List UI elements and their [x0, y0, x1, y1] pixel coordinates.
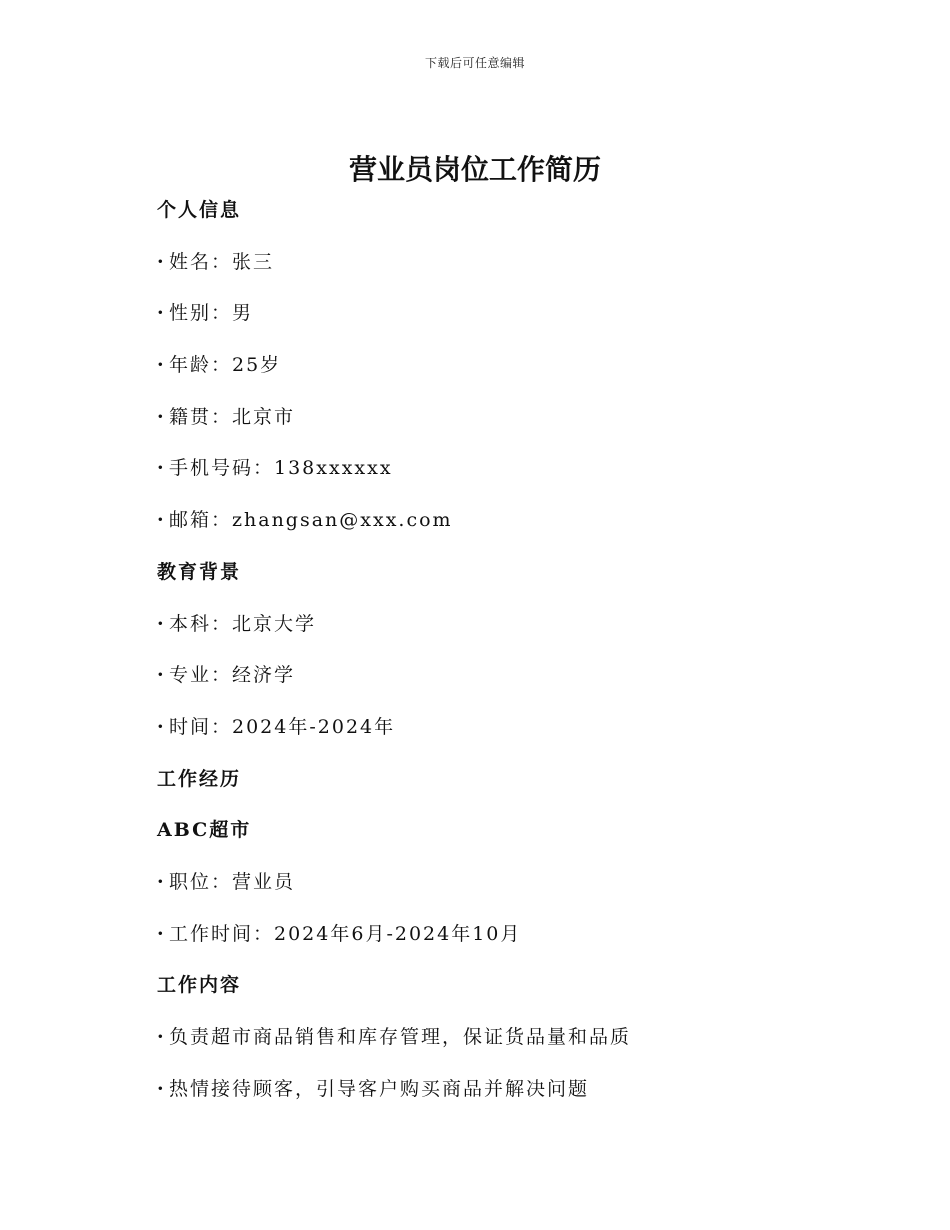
page-header-note: 下载后可任意编辑	[424, 56, 525, 70]
bullet-icon: ·	[157, 922, 164, 945]
bullet-icon: ·	[157, 612, 164, 635]
bullet-icon: ·	[157, 1077, 164, 1100]
company-name: ABC超市	[157, 819, 252, 842]
resume-content	[157, 192, 807, 1122]
personal-item-age	[157, 347, 807, 399]
bullet-icon: ·	[157, 715, 164, 738]
work-item-position	[157, 864, 807, 916]
bullet-icon: ·	[157, 1026, 164, 1048]
bullet-icon: ·	[157, 664, 164, 687]
bullet-icon: ·	[157, 457, 164, 480]
item-text: 籍贯：北京市	[169, 405, 296, 428]
item-text: 热情接待顾客，引导客户购买商品并解决问题	[169, 1077, 590, 1100]
item-text: 性别：男	[169, 302, 254, 325]
work-item-period	[157, 916, 807, 968]
section-heading-work: 工作经历	[157, 767, 242, 790]
item-text: 职位：营业员	[169, 870, 296, 893]
item-text: 姓名：张三	[169, 250, 275, 273]
personal-item-gender	[157, 295, 807, 347]
item-text: 专业：经济学	[169, 664, 296, 687]
item-text: 本科：北京大学	[169, 612, 317, 635]
personal-item-email	[157, 502, 807, 554]
item-text: 邮箱：zhangsan@xxx.com	[169, 509, 453, 532]
education-item-degree	[157, 606, 807, 658]
education-item-period	[157, 709, 807, 761]
bullet-icon: ·	[157, 302, 164, 325]
bullet-icon: ·	[157, 870, 164, 893]
personal-item-hometown	[157, 399, 807, 451]
item-text: 年龄：25岁	[169, 354, 282, 377]
bullet-icon: ·	[157, 250, 164, 273]
item-text: 工作时间：2024年6月-2024年10月	[169, 922, 522, 945]
item-text: 时间：2024年-2024年	[169, 715, 396, 738]
bullet-icon: ·	[157, 405, 164, 428]
duty-item	[157, 1071, 807, 1123]
bullet-icon: ·	[157, 354, 164, 377]
duty-item	[157, 1019, 807, 1071]
section-heading-personal: 个人信息	[157, 199, 242, 221]
personal-item-name	[157, 244, 807, 296]
personal-item-phone	[157, 450, 807, 502]
document-title: 营业员岗位工作简历	[348, 153, 601, 186]
item-text: 负责超市商品销售和库存管理，保证货品量和品质	[169, 1026, 632, 1048]
bullet-icon: ·	[157, 509, 164, 532]
section-heading-duties: 工作内容	[157, 974, 242, 997]
section-heading-education: 教育背景	[157, 560, 242, 583]
item-text: 手机号码：138xxxxxx	[169, 457, 393, 480]
education-item-major	[157, 657, 807, 709]
